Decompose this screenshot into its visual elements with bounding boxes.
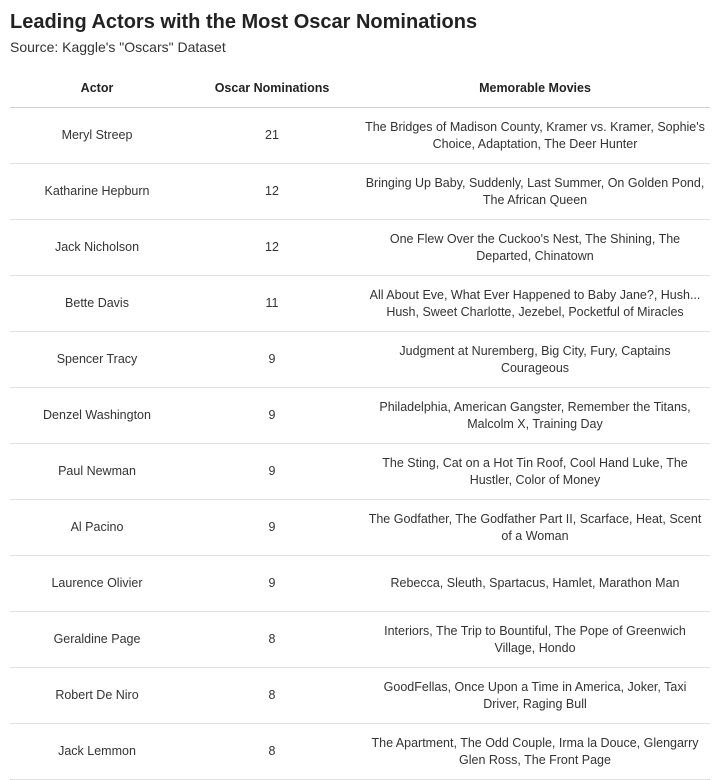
- table-row: [10, 332, 710, 388]
- nominations-cell: 11: [184, 276, 360, 332]
- table-row: [10, 500, 710, 556]
- actor-cell: Spencer Tracy: [10, 332, 184, 388]
- nominations-cell: 9: [184, 556, 360, 612]
- table-row: [10, 612, 710, 668]
- movies-cell: The Bridges of Madison County, Kramer vs. Kramer, Sophie's Choice, Adaptation, The Deer Hunter: [360, 108, 710, 164]
- table-row: [10, 724, 710, 780]
- actor-cell: Jack Lemmon: [10, 724, 184, 780]
- nominations-cell: 12: [184, 164, 360, 220]
- movies-cell: Bringing Up Baby, Suddenly, Last Summer, On Golden Pond, The African Queen: [360, 164, 710, 220]
- movies-cell: Judgment at Nuremberg, Big City, Fury, Captains Courageous: [360, 332, 710, 388]
- table-row: [10, 388, 710, 444]
- table-header-row: [10, 69, 710, 108]
- table-row: [10, 220, 710, 276]
- table-row: [10, 276, 710, 332]
- actor-cell: Katharine Hepburn: [10, 164, 184, 220]
- chart-subtitle: Source: Kaggle's "Oscars" Dataset: [10, 39, 226, 55]
- actor-cell: Geraldine Page: [10, 612, 184, 668]
- actor-cell: Denzel Washington: [10, 388, 184, 444]
- nominations-table: [10, 69, 710, 780]
- actor-cell: Robert De Niro: [10, 668, 184, 724]
- movies-cell: Rebecca, Sleuth, Spartacus, Hamlet, Marathon Man: [360, 556, 710, 612]
- nominations-cell: 8: [184, 724, 360, 780]
- nominations-cell: 9: [184, 500, 360, 556]
- movies-cell: All About Eve, What Ever Happened to Baby Jane?, Hush... Hush, Sweet Charlotte, Jezebel, Pocketful of Miracles: [360, 276, 710, 332]
- nominations-cell: 21: [184, 108, 360, 164]
- nominations-cell: 12: [184, 220, 360, 276]
- column-header-nominations: Oscar Nominations: [184, 69, 360, 108]
- movies-cell: Philadelphia, American Gangster, Remember the Titans, Malcolm X, Training Day: [360, 388, 710, 444]
- actor-cell: Laurence Olivier: [10, 556, 184, 612]
- nominations-cell: 9: [184, 388, 360, 444]
- movies-cell: The Apartment, The Odd Couple, Irma la Douce, Glengarry Glen Ross, The Front Page: [360, 724, 710, 780]
- movies-cell: The Godfather, The Godfather Part II, Scarface, Heat, Scent of a Woman: [360, 500, 710, 556]
- table-row: [10, 164, 710, 220]
- column-header-movies: Memorable Movies: [360, 69, 710, 108]
- table-row: [10, 108, 710, 164]
- nominations-cell: 8: [184, 668, 360, 724]
- table-row: [10, 668, 710, 724]
- table-row: [10, 444, 710, 500]
- movies-cell: GoodFellas, Once Upon a Time in America, Joker, Taxi Driver, Raging Bull: [360, 668, 710, 724]
- table-row: [10, 556, 710, 612]
- actor-cell: Jack Nicholson: [10, 220, 184, 276]
- movies-cell: One Flew Over the Cuckoo's Nest, The Shining, The Departed, Chinatown: [360, 220, 710, 276]
- actor-cell: Meryl Streep: [10, 108, 184, 164]
- nominations-cell: 9: [184, 444, 360, 500]
- actor-cell: Bette Davis: [10, 276, 184, 332]
- movies-cell: Interiors, The Trip to Bountiful, The Pope of Greenwich Village, Hondo: [360, 612, 710, 668]
- actor-cell: Paul Newman: [10, 444, 184, 500]
- actor-cell: Al Pacino: [10, 500, 184, 556]
- nominations-cell: 8: [184, 612, 360, 668]
- column-header-actor: Actor: [10, 69, 184, 108]
- chart-title: Leading Actors with the Most Oscar Nominations: [10, 11, 478, 33]
- movies-cell: The Sting, Cat on a Hot Tin Roof, Cool Hand Luke, The Hustler, Color of Money: [360, 444, 710, 500]
- nominations-cell: 9: [184, 332, 360, 388]
